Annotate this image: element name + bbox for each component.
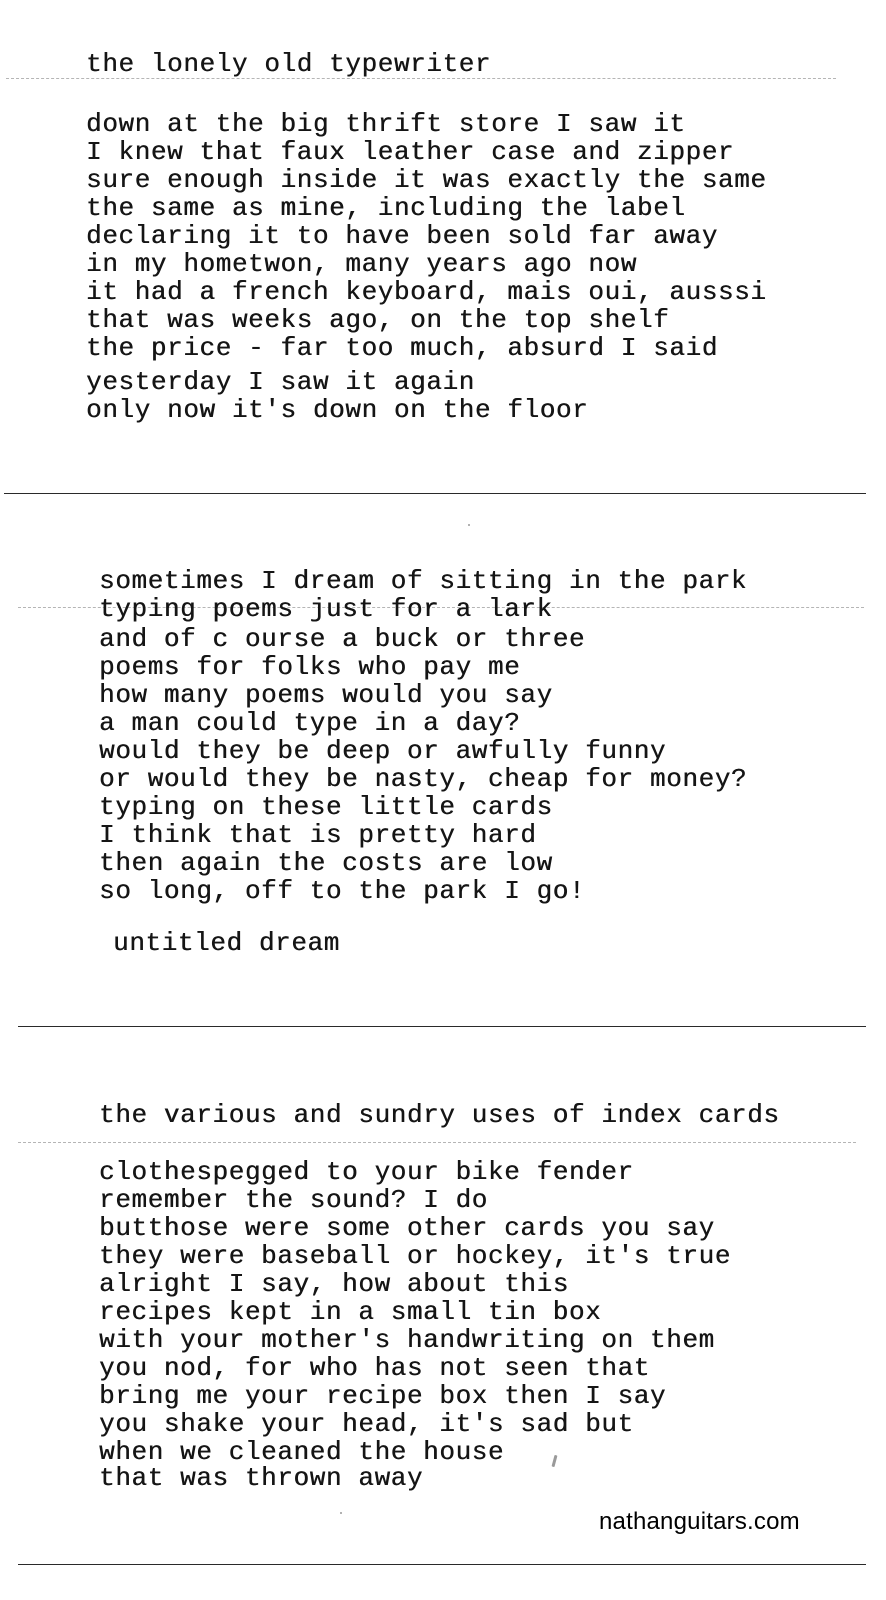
poem-line: the same as mine, including the label [86, 193, 686, 223]
poem-line: in my hometwon, many years ago now [86, 249, 637, 279]
poem-line: it had a french keyboard, mais oui, ausssi [86, 277, 767, 307]
poem-line: sure enough inside it was exactly the same [86, 165, 767, 195]
poem-line: recipes kept in a small tin box [99, 1297, 602, 1327]
poem-line: then again the costs are low [99, 848, 553, 878]
poem-line: I think that is pretty hard [99, 820, 537, 850]
poem-title: untitled dream [113, 928, 340, 958]
poem-line: declaring it to have been sold far away [86, 221, 718, 251]
poem-line: you shake your head, it's sad but [99, 1409, 634, 1439]
poem-line: they were baseball or hockey, it's true [99, 1241, 731, 1271]
poem-line: sometimes I dream of sitting in the park [99, 566, 748, 596]
dust-speck [340, 1512, 342, 1514]
poem-line: remember the sound? I do [99, 1185, 488, 1215]
poem-line: that was thrown away [99, 1463, 424, 1493]
poem-line: that was weeks ago, on the top shelf [86, 305, 670, 335]
poem-line: yesterday I saw it again [86, 367, 475, 397]
poem-line: when we cleaned the house [99, 1437, 505, 1467]
poem-line: clothespegged to your bike fender [99, 1157, 634, 1187]
poem-line: a man could type in a day? [99, 708, 521, 738]
poem-line: would they be deep or awfully funny [99, 736, 667, 766]
dust-speck [551, 1455, 557, 1467]
poem-line: how many poems would you say [99, 680, 553, 710]
card-rule-line [18, 1142, 856, 1143]
poem-line: alright I say, how about this [99, 1269, 569, 1299]
poem-line: bring me your recipe box then I say [99, 1381, 667, 1411]
poem-line: the price - far too much, absurd I said [86, 333, 718, 363]
poem-title: the various and sundry uses of index cards [99, 1100, 780, 1130]
poem-line: so long, off to the park I go! [99, 876, 586, 906]
poem-line: butthose were some other cards you say [99, 1213, 715, 1243]
poem-line: I knew that faux leather case and zipper [86, 137, 735, 167]
poem-title: the lonely old typewriter [86, 49, 492, 79]
poem-line: you nod, for who has not seen that [99, 1353, 650, 1383]
poem-line: with your mother's handwriting on them [99, 1325, 715, 1355]
poem-line: down at the big thrift store I saw it [86, 109, 686, 139]
poem-line: poems for folks who pay me [99, 652, 521, 682]
poem-line: and of c ourse a buck or three [99, 624, 586, 654]
poem-line: or would they be nasty, cheap for money? [99, 764, 748, 794]
poem-line: only now it's down on the floor [86, 395, 589, 425]
poem-line: typing poems just for a lark [99, 594, 553, 624]
site-watermark: nathanguitars.com [599, 1508, 800, 1535]
card-divider [18, 1564, 866, 1565]
poem-line: typing on these little cards [99, 792, 553, 822]
